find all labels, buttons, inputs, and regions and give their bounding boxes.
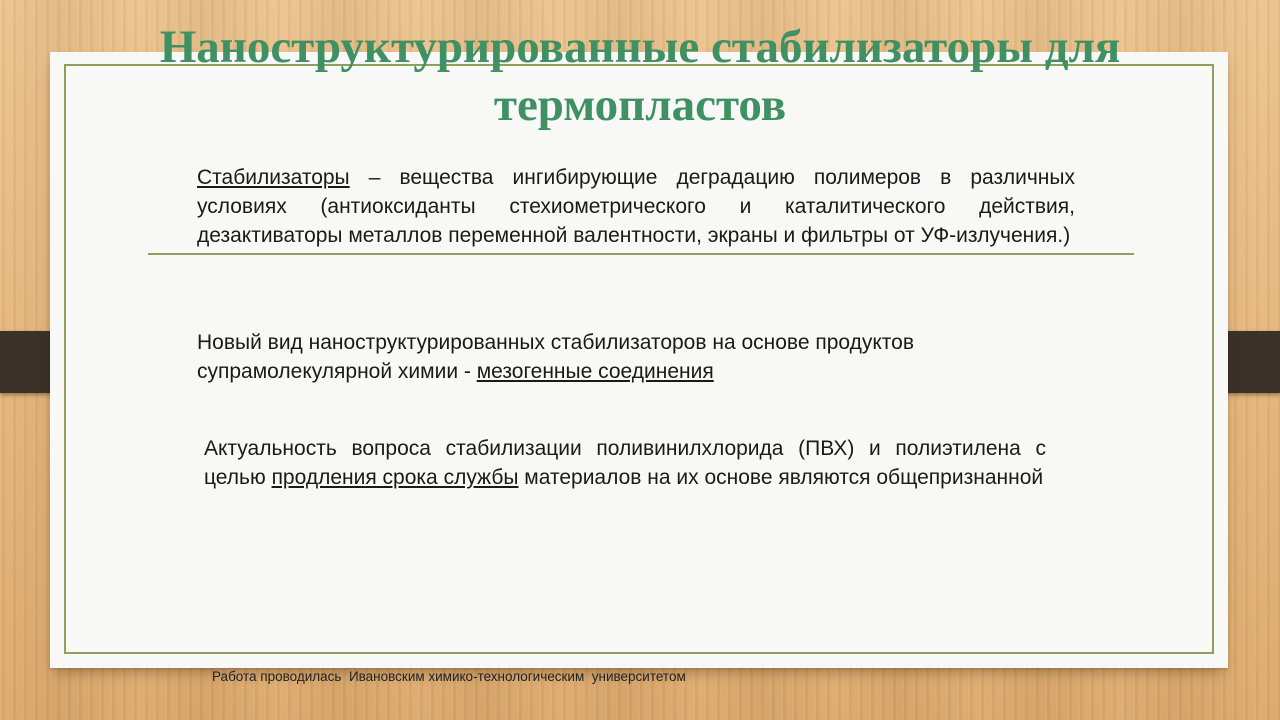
relevance-rest-text: материалов на их основе являются общепризнанной [518, 466, 1044, 489]
definition-text: – вещества ингибирующие деградацию полимеров в различных условиях (антиоксиданты стехиометрического и каталитического действия, дезактиваторы металлов переменной валентности, экраны и фильтры от УФ-излучения.) [197, 166, 1075, 247]
term-mesogenic-compounds: мезогенные соединения [476, 360, 714, 383]
paragraph-stabilizers-definition [197, 163, 1075, 250]
slide-footer: Работа проводилась Ивановским химико-технологическим университетом [212, 669, 686, 684]
paragraph-relevance [204, 434, 1046, 492]
relevance-lead-text: Актуальность вопроса стабилизации поливинилхлорида (ПВХ) и полиэтилена с целью [204, 437, 1046, 489]
term-stabilizers: Стабилизаторы [197, 166, 350, 189]
term-service-life: продления срока службы [271, 466, 519, 489]
paragraph-new-stabilizers [197, 328, 1057, 386]
slide-title: Наноструктурированные стабилизаторы для термопластов [159, 21, 1121, 131]
title-divider [148, 253, 1134, 255]
new-stabilizers-text: Новый вид наноструктурированных стабилизаторов на основе продуктов супрамолекулярной химии - [197, 331, 915, 383]
